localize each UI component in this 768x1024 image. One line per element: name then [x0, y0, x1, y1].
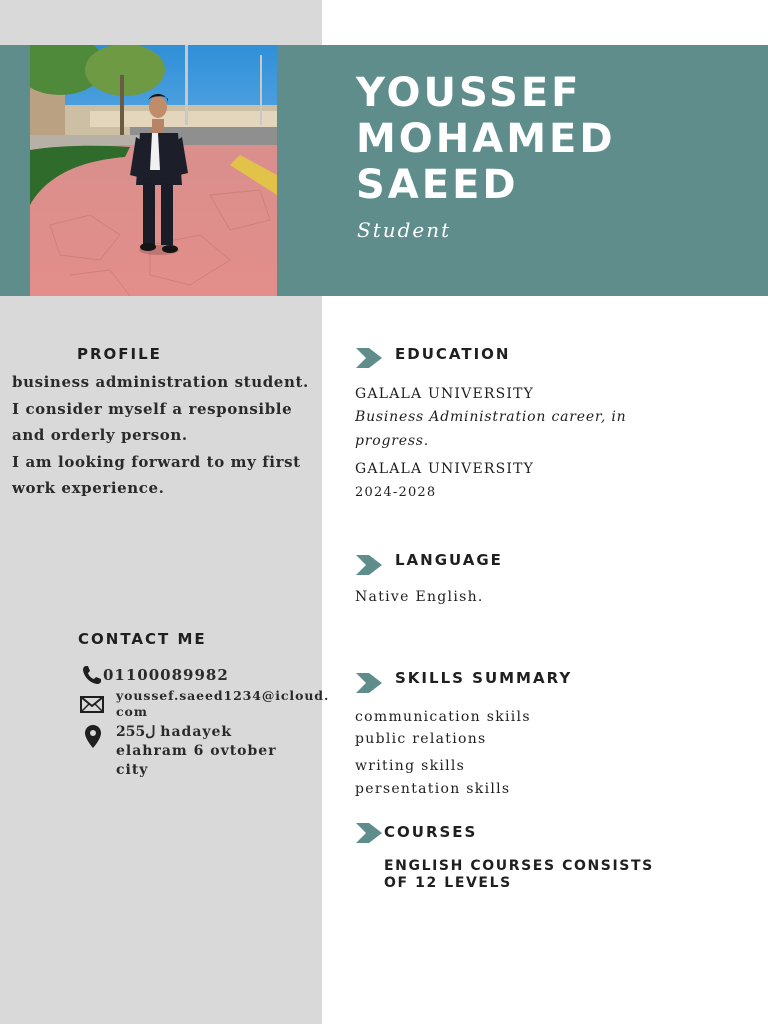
- candidate-role: Student: [357, 218, 452, 242]
- profile-text: [12, 369, 322, 502]
- profile-line: work experience.: [12, 479, 165, 497]
- name-line: SAEED: [356, 162, 519, 208]
- education-years: 2024-2028: [355, 485, 437, 500]
- email-address: [116, 688, 329, 720]
- course-description: [384, 858, 654, 892]
- chevron-right-icon: [356, 823, 382, 843]
- profile-line: I consider myself a responsible: [12, 399, 293, 418]
- phone-icon: [82, 665, 102, 685]
- education-school: GALALA UNIVERSITY: [355, 386, 535, 402]
- home-address: [116, 723, 277, 780]
- address-line: elahram 6 ovtober: [116, 743, 277, 759]
- contact-heading: CONTACT ME: [78, 630, 207, 648]
- chevron-right-icon: [356, 555, 382, 575]
- chevron-right-icon: [356, 673, 382, 693]
- education-school: GALALA UNIVERSITY: [355, 461, 535, 477]
- courses-heading: COURSES: [384, 823, 478, 841]
- education-detail-line: Business Administration career, in: [355, 409, 627, 425]
- language-item: Native English.: [355, 589, 484, 605]
- skill-item: persentation skills: [355, 781, 511, 797]
- map-pin-icon: [84, 724, 102, 749]
- chevron-right-icon: [356, 348, 382, 368]
- profile-photo: [30, 45, 277, 296]
- profile-line: and orderly person.: [12, 426, 188, 444]
- education-detail-line: progress.: [355, 433, 430, 449]
- skill-item: communication skiils: [355, 709, 531, 725]
- name-line: MOHAMED: [356, 116, 616, 162]
- education-detail: [355, 405, 685, 453]
- address-line: 255ل hadayek: [116, 724, 233, 740]
- course-line: ENGLISH COURSES CONSISTS: [384, 858, 654, 874]
- education-heading: EDUCATION: [395, 345, 511, 363]
- skill-item: writing skills: [355, 758, 466, 774]
- phone-number: 01100089982: [103, 666, 229, 684]
- skill-item: public relations: [355, 731, 487, 747]
- email-line: com: [116, 704, 148, 719]
- profile-line: business administration student.: [12, 373, 309, 391]
- name-line: YOUSSEF: [356, 70, 582, 116]
- email-line: youssef.saeed1234@icloud.: [116, 688, 330, 703]
- course-line: OF 12 LEVELS: [384, 875, 512, 891]
- envelope-icon: [80, 696, 104, 713]
- skills-heading: SKILLS SUMMARY: [395, 669, 573, 687]
- language-heading: LANGUAGE: [395, 551, 503, 569]
- profile-line: I am looking forward to my first: [12, 452, 301, 471]
- address-line: city: [116, 762, 149, 778]
- candidate-name: [356, 70, 616, 208]
- profile-heading: PROFILE: [77, 345, 162, 363]
